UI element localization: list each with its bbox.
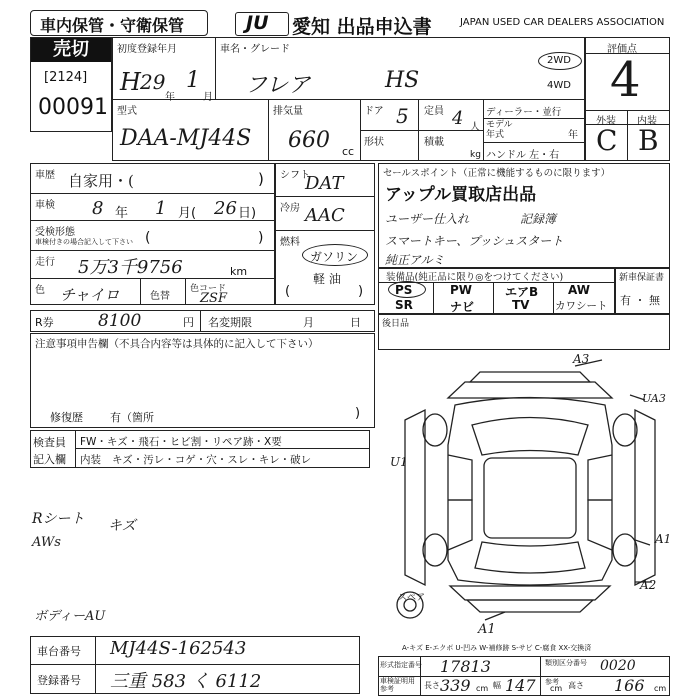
inspection-note: 車検付きの場合記入して下さい [35, 238, 133, 246]
fuel-gasoline: ガソリン [310, 250, 359, 264]
height-value: 166 [614, 676, 645, 695]
rear-label: 後日品 [382, 319, 410, 329]
sold-badge: 売切 [31, 38, 111, 62]
load-unit: kg [470, 150, 481, 160]
selling-line-4: 純正アルミ [385, 253, 445, 267]
name-change-label: 名変期限 [208, 316, 252, 329]
class-label: 類別区分番号 [545, 659, 587, 667]
width-value: 147 [505, 676, 536, 695]
first-reg-year: 29 [140, 70, 166, 94]
equip-tv: TV [512, 298, 530, 312]
dealer-label: ディーラー・並行 [486, 107, 562, 118]
length-label: 長さ [424, 681, 440, 690]
interior-grade: B [638, 124, 659, 157]
equip-aw: AW [568, 283, 590, 297]
height-label: 高さ [568, 681, 584, 690]
form-no-label: 形式指定番号 [380, 661, 422, 669]
inspector-row-2-head: 内装 [80, 454, 101, 466]
association-name: JAPAN USED CAR DEALERS ASSOCIATION [460, 17, 665, 28]
damage-mark-ua3: UA3 [642, 392, 666, 405]
chassis-number: MJ44S-162543 [110, 638, 247, 659]
recycle-value: 8100 [98, 311, 142, 331]
width-unit: cm [550, 684, 563, 693]
inspector-label-1: 検査員 [33, 436, 66, 449]
memo-r-seat: Rシート [32, 511, 85, 527]
doors-label: ドア [364, 106, 384, 117]
color-change-label: 色替 [150, 291, 170, 302]
first-reg-era: H [120, 68, 141, 96]
model-year-suffix: 年 [568, 130, 578, 141]
height-unit: cm [654, 684, 667, 693]
notes-label: 注意事項申告欄（不具合内容等は具体的に記入して下さい） [35, 338, 319, 350]
selling-headline: アップル買取店出品 [385, 185, 537, 205]
width-label: 幅 [493, 681, 501, 690]
equipment-label: 装備品(純正品に限り◎をつけてください) [386, 272, 564, 283]
lot-code: [2124] [44, 70, 88, 85]
inspector-row-1: FW・キズ・飛石・ヒビ割・リペア跡・X要 [80, 436, 282, 448]
shaken-label: 車検 [35, 200, 55, 211]
rating-label: 評価点 [607, 44, 637, 55]
first-reg-label: 初度登録年月 [117, 44, 177, 55]
shaken-month: 1 [155, 198, 167, 219]
type-value: DAA-MJ44S [120, 126, 252, 151]
memo-aws: AWs [32, 535, 61, 550]
shaken-day-unit: 日) [238, 206, 257, 221]
rating-score: 4 [610, 52, 641, 108]
equip-ps: PS [395, 283, 413, 297]
car-history-label: 車歴 [35, 170, 55, 181]
grade: HS [385, 68, 420, 93]
exterior-grade: C [596, 124, 618, 157]
warranty-label: 新車保証書 [619, 273, 665, 283]
year-unit: 年 [165, 92, 175, 103]
rear-box [378, 314, 670, 350]
capacity-label: 定員 [424, 106, 444, 117]
color-value: チャイロ [60, 286, 120, 304]
car-history-value: 自家用・( [68, 172, 134, 190]
first-reg-month: 1 [186, 68, 200, 93]
inspector-row-2: キズ・汚レ・コゲ・穴・スレ・キレ・破レ [112, 454, 312, 466]
shaken-day: 26 [214, 198, 237, 219]
warranty-options: 有 ・ 無 [620, 294, 660, 307]
model-year-label: モデル 年式 [486, 120, 513, 140]
shaken-year-unit: 年 [115, 206, 129, 221]
cooling-label: 冷房 [280, 203, 300, 214]
name-change-day: 日 [350, 316, 361, 329]
damage-legend: A-キズ E-エクボ U-凹み W-補修跡 S-サビ C-腐食 XX-交換済 [402, 644, 592, 652]
drive-4wd: 4WD [547, 80, 571, 91]
selling-line-1: ユーザー仕入れ [385, 212, 470, 226]
mileage-value: 5万3千9756 [78, 257, 183, 278]
repair-value: 有（箇所 [110, 411, 154, 424]
damage-mark-u1: U1 [390, 455, 408, 469]
color-label: 色 [35, 285, 45, 296]
cooling-value: AAC [305, 205, 345, 226]
recycle-box [30, 310, 375, 332]
doors-value: 5 [396, 104, 409, 128]
displacement-value: 660 [288, 128, 330, 153]
fuel-label: 燃料 [280, 237, 300, 248]
shift-label: シフト [280, 170, 310, 181]
equip-airbag: エアB [505, 285, 539, 299]
shape-label: 形状 [364, 137, 384, 148]
load-label: 積載 [424, 137, 444, 148]
length-value: 339 [440, 676, 471, 695]
shaken-month-unit: 月( [178, 206, 197, 221]
lot-number: 00091 [38, 95, 108, 120]
equip-navi: ナビ [450, 300, 475, 314]
recycle-label: R券 [35, 316, 54, 329]
displacement-unit: cc [342, 145, 355, 158]
recycle-unit: 円 [183, 316, 194, 329]
color-code-label: 色コード [190, 284, 227, 294]
form-no-value: 17813 [440, 657, 491, 676]
shift-value: DAT [305, 173, 344, 194]
equip-pw: PW [450, 283, 473, 297]
cert-label: 車検証明用 参考 [380, 677, 415, 693]
capacity-unit: 人 [470, 122, 480, 133]
spare-label: スペア [398, 593, 426, 603]
fuel-diesel: 軽 油 [313, 272, 341, 286]
month-unit: 月 [203, 92, 213, 103]
equip-leather: カワシート [555, 300, 608, 312]
handle-label: ハンドル 左・右 [486, 150, 560, 161]
capacity-value: 4 [452, 108, 464, 129]
exterior-label: 外装 [596, 116, 616, 127]
name-change-month: 月 [303, 316, 314, 329]
drive-2wd: 2WD [547, 55, 571, 66]
model-label: 車名・グレード [220, 44, 290, 55]
type-label: 型式 [117, 106, 137, 117]
ref-label: 参考 [545, 678, 559, 686]
selling-line-2: 記録簿 [520, 212, 557, 226]
inspection-label: 受検形態 [35, 227, 75, 238]
chassis-label: 車台番号 [37, 645, 81, 658]
damage-mark-a1-right: A1 [655, 532, 672, 546]
displacement-label: 排気量 [273, 106, 303, 117]
selling-line-3: スマートキー、プッシュスタート [385, 234, 564, 248]
interior-label: 内装 [637, 116, 657, 127]
reg-number: 三重 583 く 6112 [110, 671, 262, 692]
color-code: ZSF [200, 291, 227, 306]
damage-mark-a2: A2 [640, 578, 657, 592]
storage-title: 車内保管・守衛保管 [40, 16, 185, 35]
model-name: フレア [245, 73, 311, 98]
equip-sr: SR [395, 298, 413, 312]
reg-label: 登録番号 [37, 674, 81, 687]
selling-points-label: セールスポイント（正常に機能するものに限ります） [383, 168, 611, 179]
damage-mark-a1-bottom: A1 [478, 622, 496, 637]
shaken-year: 8 [92, 198, 104, 219]
inspector-label-2: 記入欄 [33, 453, 66, 466]
form-title: 愛知 出品申込書 [292, 16, 432, 38]
length-unit: cm [476, 684, 489, 693]
repair-label: 修復歴 [50, 411, 83, 424]
mileage-unit: km [230, 265, 248, 278]
memo-body: ボディーAU [34, 609, 106, 624]
memo-kizu: キズ [108, 518, 136, 534]
ju-logo: JU [246, 12, 269, 34]
mileage-label: 走行 [35, 257, 55, 268]
class-value: 0020 [600, 658, 636, 674]
damage-mark-a3: A3 [573, 352, 590, 366]
